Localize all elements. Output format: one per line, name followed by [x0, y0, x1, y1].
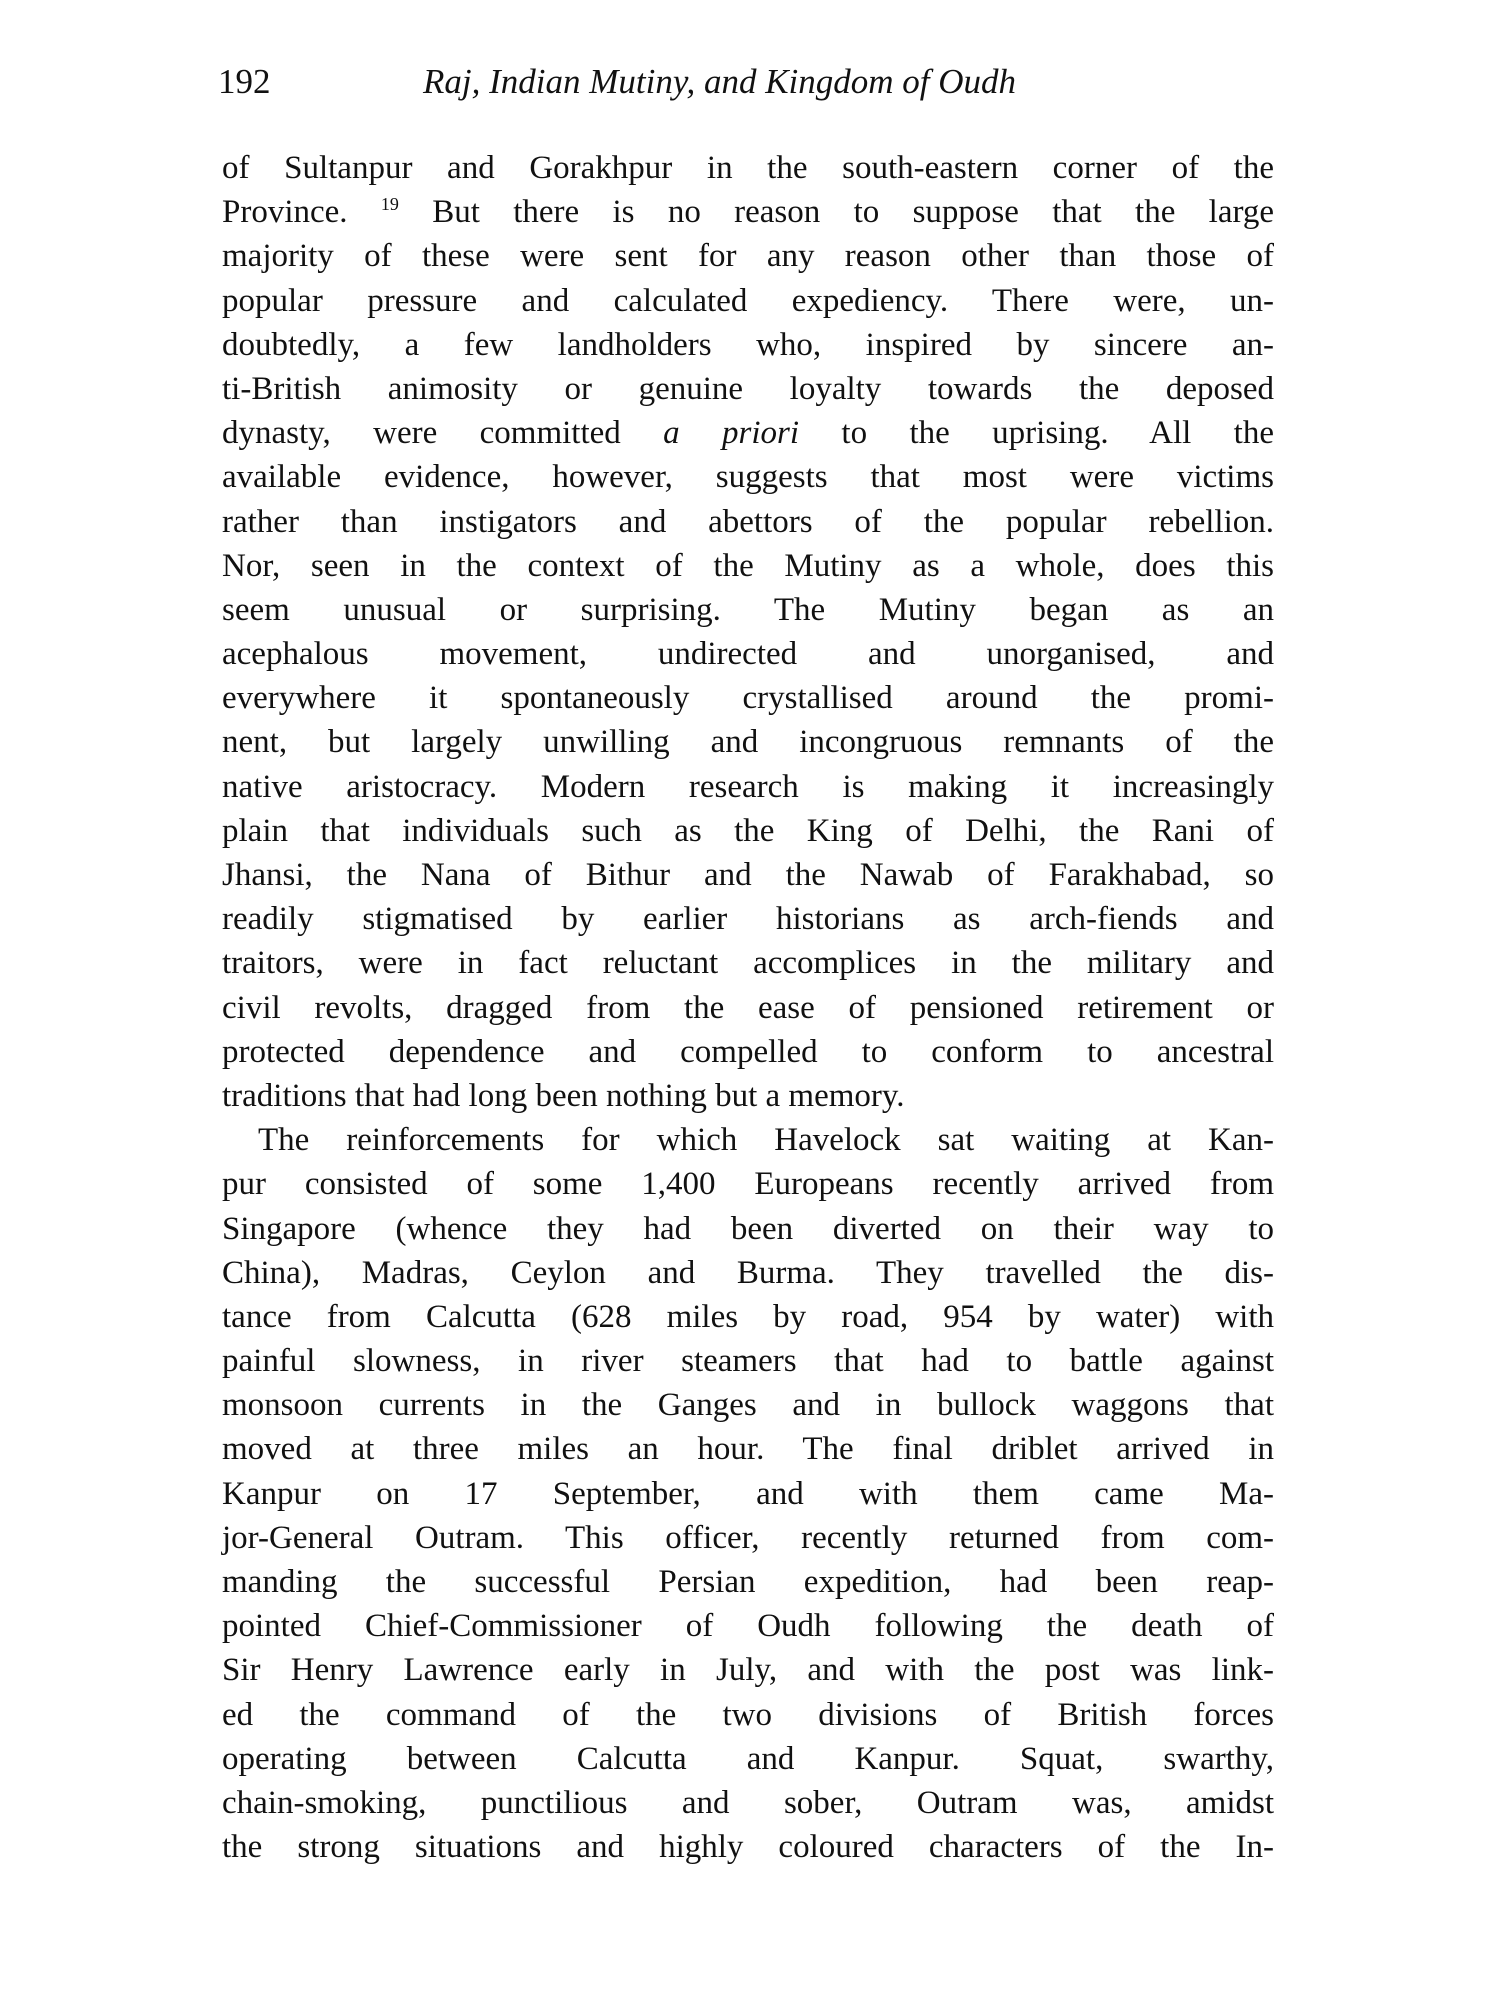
text-segment: dynasty, were committed — [222, 415, 621, 452]
text-segment: But there is no reason to suppose that the large — [432, 194, 1275, 231]
text-line: popular pressure and calculated expediency. There were, un- — [222, 282, 1274, 319]
text-line: Sir Henry Lawrence early in July, and with the post was link- — [222, 1652, 1274, 1689]
text-line: seem unusual or surprising. The Mutiny began as an — [222, 591, 1274, 628]
text-segment: to the uprising. All the — [841, 415, 1274, 452]
book-title: Raj, Indian Mutiny, and Kingdom of Oudh — [423, 62, 1017, 101]
text-line: protected dependence and compelled to conform to ancestral — [222, 1033, 1274, 1070]
text-line: moved at three miles an hour. The final driblet arrived in — [222, 1431, 1274, 1468]
text-line: The reinforcements for which Havelock sat waiting at Kan- — [258, 1122, 1274, 1159]
text-segment: Province. — [222, 194, 348, 231]
paragraph-1 — [222, 146, 1274, 1118]
text-line: pur consisted of some 1,400 Europeans recently arrived from — [222, 1166, 1274, 1203]
text-line: ti-British animosity or genuine loyalty towards the deposed — [222, 370, 1274, 407]
text-line: China), Madras, Ceylon and Burma. They travelled the dis- — [222, 1254, 1274, 1291]
text-line: Jhansi, the Nana of Bithur and the Nawab of Farakhabad, so — [222, 857, 1274, 893]
text-line: operating between Calcutta and Kanpur. Squat, swarthy, — [222, 1740, 1274, 1777]
text-line: Kanpur on 17 September, and with them came Ma- — [222, 1475, 1274, 1512]
text-line: manding the successful Persian expedition, had been reap- — [222, 1564, 1274, 1600]
text-line: plain that individuals such as the King of Delhi, the Rani of — [222, 812, 1274, 849]
text-line: of Sultanpur and Gorakhpur in the south-eastern corner of the — [222, 150, 1274, 186]
text-line: available evidence, however, suggests that most were victims — [222, 459, 1274, 496]
text-line: pointed Chief-Commissioner of Oudh following the death of — [222, 1608, 1274, 1645]
running-head — [218, 52, 1310, 112]
footnote-marker: 19 — [380, 194, 399, 215]
text-line: nent, but largely unwilling and incongruous remnants of the — [222, 724, 1274, 761]
text-line — [222, 190, 1274, 234]
text-line: doubtedly, a few landholders who, inspired by sincere an- — [222, 326, 1274, 363]
text-line: traitors, were in fact reluctant accomplices in the military and — [222, 945, 1274, 982]
text-line: monsoon currents in the Ganges and in bullock waggons that — [222, 1387, 1274, 1424]
text-line: Singapore (whence they had been diverted on their way to — [222, 1210, 1274, 1247]
italic-phrase: a priori — [663, 415, 800, 452]
text-line — [222, 411, 1274, 455]
text-line: acephalous movement, undirected and unorganised, and — [222, 636, 1274, 673]
text-line: jor-General Outram. This officer, recently returned from com- — [222, 1519, 1274, 1556]
text-line: native aristocracy. Modern research is making it increasingly — [222, 768, 1274, 805]
text-line: rather than instigators and abettors of the popular rebellion. — [222, 503, 1274, 540]
body-text — [222, 146, 1274, 1869]
text-line: everywhere it spontaneously crystallised around the promi- — [222, 680, 1274, 717]
text-line: traditions that had long been nothing but a memory. — [222, 1077, 905, 1114]
text-line: civil revolts, dragged from the ease of pensioned retirement or — [222, 989, 1274, 1026]
page-number: 192 — [218, 62, 271, 101]
text-line: the strong situations and highly coloured characters of the In- — [222, 1829, 1274, 1866]
paragraph-2 — [222, 1118, 1274, 1869]
text-line: ed the command of the two divisions of British forces — [222, 1696, 1274, 1733]
text-line: painful slowness, in river steamers that had to battle against — [222, 1343, 1274, 1380]
text-line: tance from Calcutta (628 miles by road, 954 by water) with — [222, 1298, 1274, 1335]
text-line: readily stigmatised by earlier historians as arch-fiends and — [222, 901, 1274, 938]
text-line: majority of these were sent for any reason other than those of — [222, 238, 1274, 275]
text-line: chain-smoking, punctilious and sober, Outram was, amidst — [222, 1784, 1274, 1821]
text-line: Nor, seen in the context of the Mutiny as a whole, does this — [222, 547, 1274, 584]
